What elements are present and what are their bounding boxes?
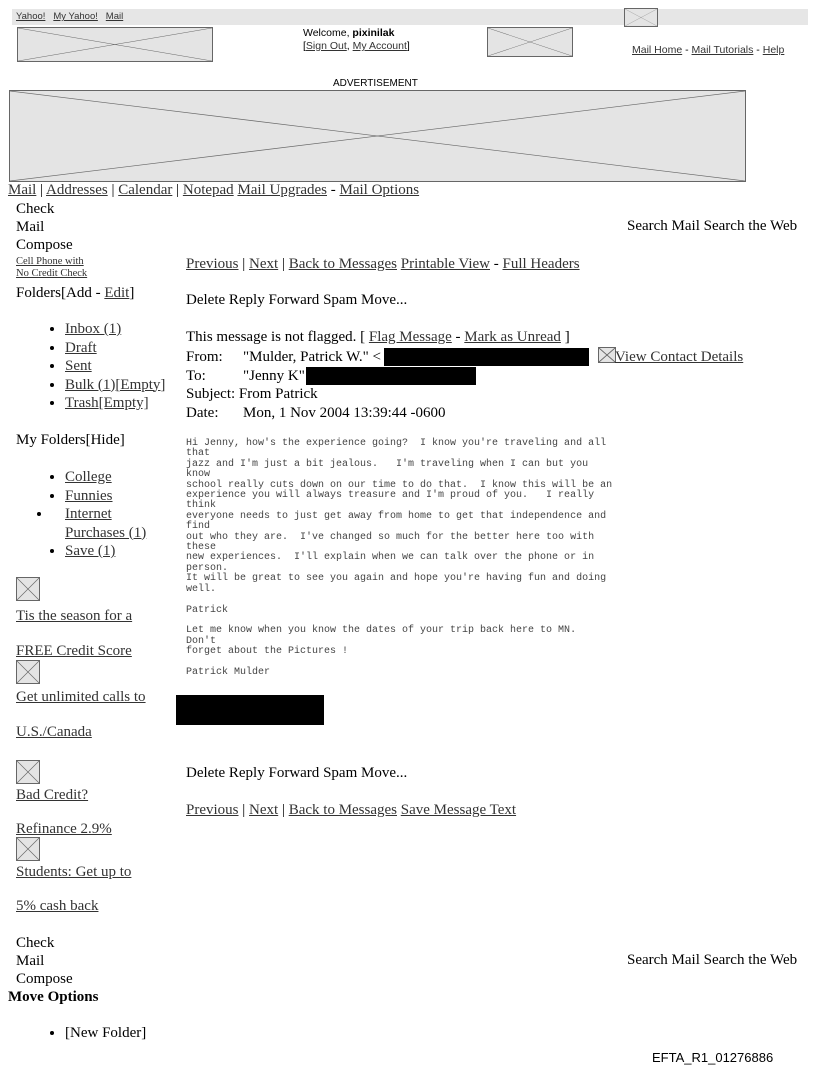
empty-trash-link[interactable]: [Empty] — [98, 395, 149, 411]
search-mail-button-bottom[interactable]: Search Mail — [627, 952, 700, 968]
previous-link-bottom[interactable]: Previous — [186, 802, 239, 818]
yahoo-link[interactable]: Yahoo! — [16, 11, 46, 22]
side-ad-text-2[interactable]: FREE Credit Score — [16, 643, 132, 659]
delete-button[interactable]: Delete — [186, 292, 226, 308]
side-ad-text-5[interactable]: Bad Credit? — [16, 787, 89, 803]
message-nav-bottom: Previous | Next | Back to Messages Save Message Text — [186, 802, 517, 818]
search-bottom — [627, 952, 797, 969]
folders-header: Folders[Add - Edit] — [16, 285, 135, 301]
side-ad-text-3[interactable]: Get unlimited calls to — [16, 689, 146, 705]
actions-bottom — [186, 765, 407, 782]
document-id: EFTA_R1_01276886 — [652, 1050, 774, 1065]
delete-button-bottom[interactable]: Delete — [186, 765, 226, 781]
check-label-bottom[interactable]: Check — [16, 935, 55, 951]
search-web-button-bottom[interactable]: Search the Web — [703, 952, 798, 968]
yahoo-logo-image — [17, 27, 213, 62]
contact-card-icon — [598, 347, 616, 363]
welcome-text: Welcome, — [303, 27, 350, 39]
header-ad-image — [487, 27, 573, 57]
move-button[interactable]: Move... — [360, 292, 408, 308]
search-web-button[interactable]: Search the Web — [703, 218, 798, 234]
to-row: To: "Jenny K" — [186, 367, 305, 384]
mail-home-link[interactable]: Mail Home — [632, 44, 683, 56]
move-button-bottom[interactable]: Move... — [360, 765, 408, 781]
folder-bulk: • Bulk (1)[Empty] — [65, 376, 175, 395]
compose-label-bottom[interactable]: Compose — [16, 971, 73, 987]
folder-inbox: • Inbox (1) — [65, 320, 175, 339]
next-link-bottom[interactable]: Next — [249, 802, 279, 818]
side-ad-image-4 — [16, 837, 40, 861]
back-to-messages-link[interactable]: Back to Messages — [288, 256, 398, 272]
subject-row: Subject: From Patrick — [186, 386, 318, 402]
check-mail-label-bottom[interactable]: Mail — [16, 953, 45, 969]
forward-button[interactable]: Forward — [268, 292, 320, 308]
welcome-block: Welcome, pixinilak [Sign Out, My Account] — [303, 27, 410, 52]
promo-line2[interactable]: No Credit Check — [16, 268, 88, 279]
side-ad-image-2 — [16, 660, 40, 684]
new-folder-option[interactable]: • [New Folder] — [65, 1024, 200, 1043]
mail-top-link[interactable]: Mail — [105, 11, 124, 22]
help-link[interactable]: Help — [762, 44, 785, 56]
side-ad-text-6[interactable]: Refinance 2.9% — [16, 821, 112, 837]
flag-status: This message is not flagged. [ Flag Message - Mark as Unread ] — [186, 329, 570, 345]
help-links: Mail Home - Mail Tutorials - Help — [632, 44, 785, 56]
from-value: "Mulder, Patrick W." < — [243, 349, 382, 365]
folder-trash: • Trash[Empty] — [65, 394, 175, 413]
spam-button[interactable]: Spam — [323, 292, 358, 308]
from-redaction — [384, 348, 589, 366]
nav-calendar[interactable]: Calendar — [118, 182, 173, 198]
side-ad-text-1[interactable]: Tis the season for a — [16, 608, 133, 624]
to-value: "Jenny K" — [243, 367, 305, 384]
search-top — [627, 218, 797, 235]
folder-sent: • Sent — [65, 357, 175, 376]
my-folders-list — [0, 468, 165, 561]
message-body: Hi Jenny, how's the experience going? I know you're traveling and all that jazz and I'm just a bit jealous. I'm traveling when I can but you know school really cuts down on our time to do that. I know this will be an experience you will always treasure and I'm proud of you. I really think everyone needs to just get away from home to get that independence and find out who they are. I've changed so much for the better here too with these new experiences. I'll explain when we can talk over the phone or in person. It will be great to see you again and hope you're having fun and doing well. Patrick Let me know when you know the dates of your trip back here to MN. Don't forget about the Pictures ! Patrick Mulder — [186, 438, 613, 678]
reply-button[interactable]: Reply — [228, 292, 265, 308]
hide-my-folders-link[interactable]: [Hide] — [85, 432, 125, 448]
mail-tutorials-link[interactable]: Mail Tutorials — [691, 44, 754, 56]
previous-link[interactable]: Previous — [186, 256, 239, 272]
side-ad-image-3 — [16, 760, 40, 784]
my-account-link[interactable]: My Account — [352, 40, 407, 52]
left-actions-top — [16, 200, 73, 254]
left-actions-bottom — [16, 934, 73, 988]
flag-message-link[interactable]: Flag Message — [368, 329, 452, 345]
compose-label[interactable]: Compose — [16, 237, 73, 253]
nav-notepad[interactable]: Notepad — [182, 182, 234, 198]
top-small-image — [624, 8, 658, 27]
username: pixinilak — [352, 27, 395, 39]
my-yahoo-link[interactable]: My Yahoo! — [53, 11, 98, 22]
actions-top — [186, 292, 407, 309]
top-bar — [12, 9, 808, 25]
printable-view-link[interactable]: Printable View — [400, 256, 490, 272]
folder-save: • Save (1) — [65, 542, 165, 561]
back-to-messages-link-bottom[interactable]: Back to Messages — [288, 802, 398, 818]
nav-mail-upgrades[interactable]: Mail Upgrades — [237, 182, 327, 198]
top-nav — [16, 11, 123, 22]
move-options-list — [0, 1024, 200, 1043]
reply-button-bottom[interactable]: Reply — [228, 765, 265, 781]
search-mail-button[interactable]: Search Mail — [627, 218, 700, 234]
nav-addresses[interactable]: Addresses — [46, 182, 108, 198]
banner-ad-image[interactable] — [9, 90, 746, 182]
message-nav-top: Previous | Next | Back to Messages Printable View - Full Headers — [186, 256, 580, 272]
to-redaction — [306, 367, 476, 385]
check-mail-label[interactable]: Mail — [16, 219, 45, 235]
date-value: Mon, 1 Nov 2004 13:39:44 -0600 — [243, 404, 446, 421]
promo-line1[interactable]: Cell Phone with — [16, 256, 84, 267]
from-row: From: "Mulder, Patrick W." < — [186, 349, 382, 365]
folder-college: • College — [65, 468, 165, 487]
date-row: Date: Mon, 1 Nov 2004 13:39:44 -0600 — [186, 404, 446, 421]
my-folders-header: My Folders[Hide] — [16, 432, 125, 448]
folder-draft: • Draft — [65, 339, 175, 358]
forward-button-bottom[interactable]: Forward — [268, 765, 320, 781]
signature-redaction — [176, 695, 324, 725]
edit-folders-link[interactable]: Edit — [104, 285, 130, 301]
main-nav: Mail | Addresses | Calendar | Notepad Mail Upgrades - Mail Options — [8, 182, 420, 198]
subject-value: From Patrick — [238, 386, 318, 402]
view-contact-details-link[interactable]: View Contact Details — [615, 349, 744, 365]
advertisement-label: ADVERTISEMENT — [333, 78, 418, 89]
full-headers-link[interactable]: Full Headers — [502, 256, 580, 272]
folder-internet-purchases: • Internet Purchases (1) — [52, 505, 165, 542]
side-ad-text-7[interactable]: Students: Get up to — [16, 864, 132, 880]
save-message-text-link[interactable]: Save Message Text — [400, 802, 517, 818]
check-label[interactable]: Check — [16, 201, 55, 217]
side-ad-text-8[interactable]: 5% cash back — [16, 898, 99, 914]
promo-small — [16, 256, 87, 280]
nav-mail-options[interactable]: Mail Options — [339, 182, 420, 198]
side-ad-text-4[interactable]: U.S./Canada — [16, 724, 92, 740]
next-link[interactable]: Next — [249, 256, 279, 272]
side-ad-image-1 — [16, 577, 40, 601]
empty-bulk-link[interactable]: [Empty] — [115, 376, 166, 393]
mark-unread-link[interactable]: Mark as Unread — [464, 329, 561, 345]
move-options-heading: Move Options — [8, 989, 99, 1005]
nav-mail[interactable]: Mail — [8, 182, 37, 198]
sign-out-link[interactable]: Sign Out — [305, 40, 347, 52]
spam-button-bottom[interactable]: Spam — [323, 765, 358, 781]
folders-list — [0, 320, 175, 413]
folder-funnies: • Funnies — [65, 487, 165, 506]
